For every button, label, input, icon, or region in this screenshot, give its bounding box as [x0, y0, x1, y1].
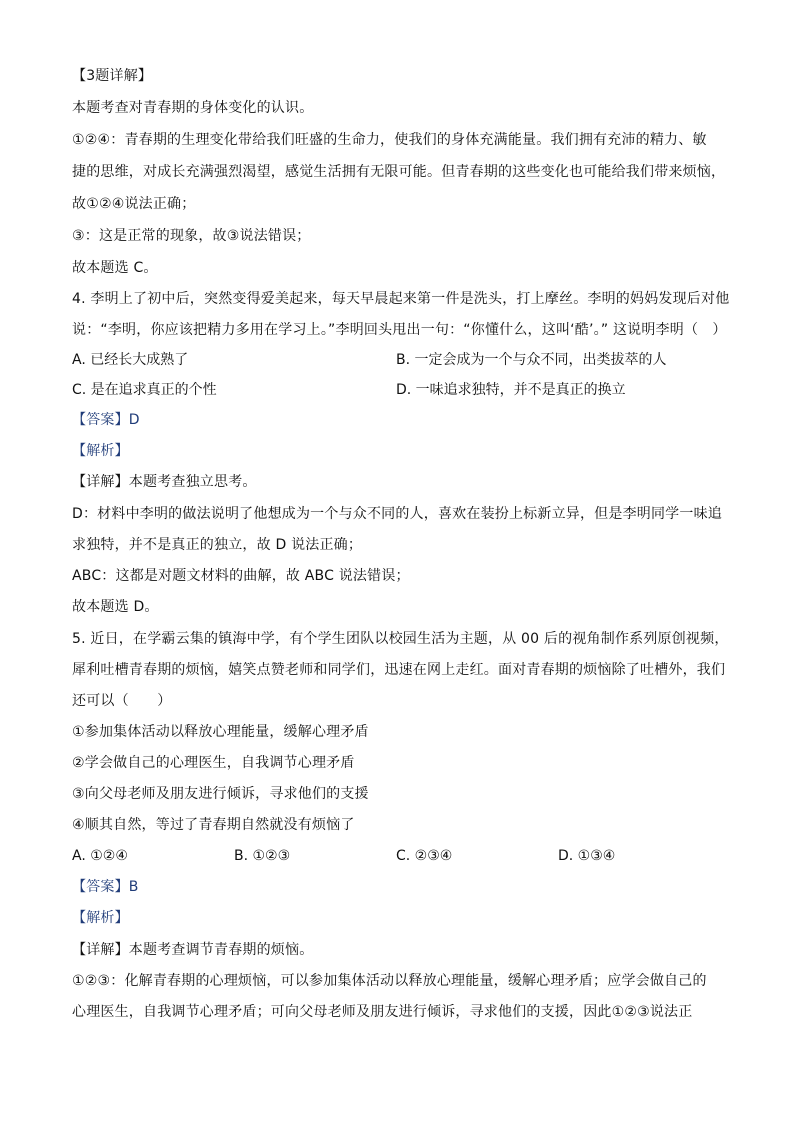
q5-answer: 【答案】B: [72, 879, 139, 895]
q5-analysis-label: 【解析】: [72, 910, 129, 926]
q4-option-a: A. 已经长大成熟了: [72, 352, 189, 368]
q5-stem-line-1: 5. 近日，在学霸云集的镇海中学，有个学生团队以校园生活为主题，从 00 后的视角制作系列原创视频，: [72, 631, 729, 647]
q4-stem-line-1: 4. 李明上了初中后，突然变得爱美起来，每天早晨起来第一件是洗头，打上摩丝。李明的妈妈发现后对他: [72, 291, 730, 307]
q3-detail-line-6: 故本题选 C。: [72, 260, 158, 276]
q3-detail-line-1: 本题考查对青春期的身体变化的认识。: [72, 100, 314, 116]
q4-option-b: B. 一定会成为一个与众不同，出类拔萃的人: [396, 352, 667, 368]
q3-detail-heading: 【3题详解】: [72, 68, 153, 84]
q5-detail: 【详解】本题考查调节青春期的烦恼。: [72, 942, 314, 958]
q4-answer: 【答案】D: [72, 412, 140, 428]
q5-option-c: C. ②③④: [396, 848, 453, 864]
q3-detail-line-4: 故①②④说法正确；: [72, 196, 196, 212]
q5-item-2: ②学会做自己的心理医生，自我调节心理矛盾: [72, 755, 355, 771]
q4-analysis-label: 【解析】: [72, 443, 129, 459]
q5-stem-line-3: 还可以（ ）: [72, 693, 172, 709]
q4-detail: 【详解】本题考查独立思考。: [72, 474, 257, 490]
q5-explain-line-2: 心理医生，自我调节心理矛盾；可向父母老师及朋友进行倾诉，寻求他们的支援，因此①②③说法正: [72, 1004, 693, 1020]
q3-detail-line-3: 捷的思维，对成长充满强烈渴望，感觉生活拥有无限可能。但青春期的这些变化也可能给我们带来烦恼，: [72, 164, 726, 180]
q4-explain-line-3: ABC：这都是对题文材料的曲解，故 ABC 说法错误；: [72, 568, 410, 584]
q5-option-a: A. ①②④: [72, 848, 128, 864]
q4-explain-line-2: 求独特，并不是真正的独立，故 D 说法正确；: [72, 537, 363, 553]
q5-option-d: D. ①③④: [558, 848, 616, 864]
q5-stem-line-2: 犀利吐槽青春期的烦恼，嬉笑点赞老师和同学们，迅速在网上走红。面对青春期的烦恼除了吐槽外，我们: [72, 662, 726, 678]
q5-explain-line-1: ①②③：化解青春期的心理烦恼，可以参加集体活动以释放心理能量，缓解心理矛盾；应学会做自己的: [72, 973, 707, 989]
q5-item-3: ③向父母老师及朋友进行倾诉，寻求他们的支援: [72, 786, 369, 802]
q4-stem-line-2: 说：“李明，你应该把精力多用在学习上。”李明回头甩出一句：“你懂什么，这叫‘酷’。” 这说明李明（ ）: [72, 322, 727, 338]
q4-option-d: D. 一味追求独特，并不是真正的换立: [396, 382, 626, 398]
q3-detail-line-5: ③：这是正常的现象，故③说法错误；: [72, 228, 311, 244]
q5-item-4: ④顺其自然，等过了青春期自然就没有烦恼了: [72, 817, 355, 833]
q4-option-c: C. 是在追求真正的个性: [72, 382, 217, 398]
q4-explain-line-4: 故本题选 D。: [72, 599, 159, 615]
q5-option-b: B. ①②③: [234, 848, 291, 864]
q5-item-1: ①参加集体活动以释放心理能量，缓解心理矛盾: [72, 724, 369, 740]
q3-detail-line-2: ①②④：青春期的生理变化带给我们旺盛的生命力，使我们的身体充满能量。我们拥有充沛的精力、敏: [72, 132, 707, 148]
q4-explain-line-1: D：材料中李明的做法说明了他想成为一个与众不同的人，喜欢在装扮上标新立异，但是李明同学一味追: [72, 506, 722, 522]
